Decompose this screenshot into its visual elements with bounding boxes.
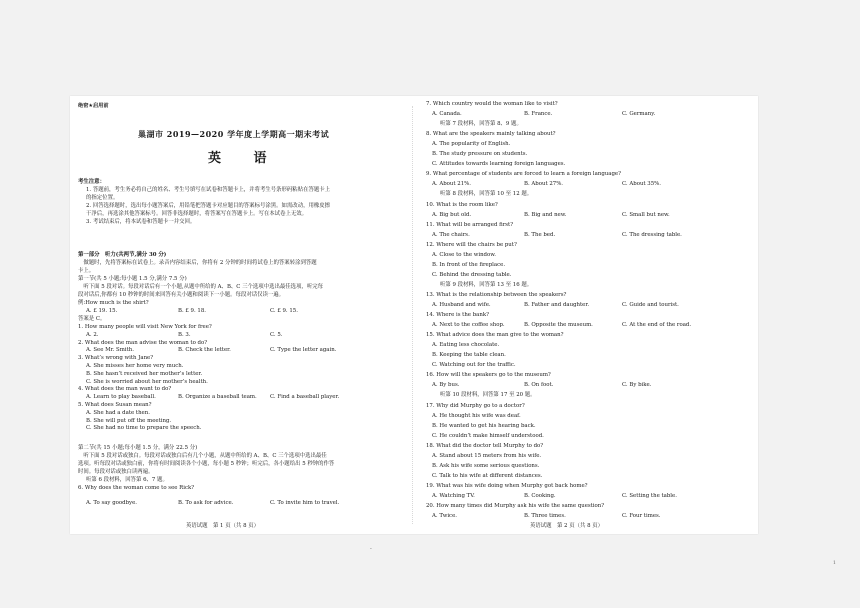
notes-line: 3. 考试结束后，将本试卷和答题卡一并交回。 <box>86 219 196 225</box>
question-item: 10. What is the room like? <box>426 201 498 208</box>
example-option: C. £ 9. 15. <box>270 308 298 314</box>
question-option: C. Find a baseball player. <box>270 394 340 401</box>
question-option: B. She hasn’t received her mother’s letter. <box>86 370 203 377</box>
question-option: A. The chairs. <box>432 231 470 238</box>
part1-heading: 第一部分 听力(共两节,满分 30 分) <box>78 252 167 258</box>
question-item: 13. What is the relationship between the speakers? <box>426 291 567 298</box>
question-option: A. Twice. <box>432 513 457 520</box>
question-option: A. Canada. <box>432 111 462 118</box>
example-question: 例:How much is the shirt? <box>78 300 149 306</box>
question-item: 14. Where is the bank? <box>426 312 490 319</box>
page-corner-number: 1 <box>832 560 836 566</box>
notes-line: 1. 答题前，考生务必将自己的姓名、考生号填写在试卷和答题卡上，并将考生号条形码粘贴在答题卡上 <box>86 187 331 193</box>
question-1: 1. How many people will visit New York for free? <box>78 324 212 330</box>
example-option: A. £ 19. 15. <box>86 308 118 314</box>
secret-label: 绝密★启用前 <box>78 103 109 109</box>
question-option: A. The popularity of English. <box>432 141 511 148</box>
question-option: B. Opposite the museum. <box>524 322 593 329</box>
page-footer-right: 英语试题 第 2 页（共 8 页） <box>530 523 604 529</box>
question-item: 17. Why did Murphy go to a doctor? <box>426 402 525 409</box>
question-option: C. He couldn’t make himself understood. <box>432 432 544 439</box>
question-option: A. Watching TV. <box>432 492 475 499</box>
section2-instructions: 选项。听每段对话或独白前，你将有时间阅读各个小题，每小题 5 秒钟；听完后，各小题给出 5 秒钟的作答 <box>78 461 335 467</box>
question-option: B. The bed. <box>524 231 556 238</box>
question-option: B. The study pressure on students. <box>432 151 528 158</box>
question-option: C. Guide and tourist. <box>622 302 679 308</box>
notes-heading: 考生注意： <box>78 179 105 185</box>
section1-heading: 第一节(共 5 小题;每小题 1.5 分,满分 7.5 分) <box>78 276 187 282</box>
question-option: B. 3. <box>178 331 191 338</box>
notes-line: 2. 回答选择题时，选出每小题答案后，用铅笔把答题卡对应题目的答案标号涂黑。如需改动，用橡皮擦 <box>86 203 331 209</box>
question-item: 7. Which country would the woman like to visit? <box>426 101 558 107</box>
question-option: A. Close to the window. <box>432 251 496 258</box>
question-option: B. She will put off the meeting. <box>86 417 172 424</box>
subject-title: 英 语 <box>208 151 281 166</box>
example-answer: 答案是 C。 <box>78 316 106 322</box>
part1-intro: 卡上。 <box>78 268 95 274</box>
question-option: A. She had a date then. <box>86 409 150 416</box>
question-6: 6. Why does the woman come to see Rick? <box>78 485 195 491</box>
question-option: A. Husband and wife. <box>432 302 491 308</box>
question-option: B. France. <box>524 111 553 118</box>
material-note: 听第 6 段材料，回答第 6、7 题。 <box>86 477 168 483</box>
question-option: A. She misses her home very much. <box>86 363 184 369</box>
question-option: A. He thought his wife was deaf. <box>432 412 521 419</box>
question-option: C. Talk to his wife at different distances. <box>432 472 543 479</box>
question-option: B. On foot. <box>524 382 554 389</box>
material-note: 听第 7 段材料，回答第 8、9 题。 <box>440 121 522 128</box>
question-3: 3. What’s wrong with Jane? <box>78 355 154 362</box>
section2-instructions: 听下面 5 段对话或独白。每段对话或独白后有几个小题，从题中所给的 A、B、C 三个选项中选出最佳 <box>78 453 327 459</box>
question-option: B. Three times. <box>524 513 566 520</box>
section2-instructions: 时间。每段对话或独白读两遍。 <box>78 469 154 475</box>
question-option: C. By bike. <box>622 382 652 389</box>
question-item: 9. What percentage of students are forced to learn a foreign language? <box>426 171 621 178</box>
page-divider <box>412 106 413 524</box>
question-item: 16. How will the speakers go to the museum? <box>426 372 551 379</box>
question-option: A. Eating less chocolate. <box>432 342 500 349</box>
question-option: B. Big and new. <box>524 211 567 218</box>
question-option: C. Germany. <box>622 111 656 118</box>
question-6-option: B. To ask for advice. <box>178 500 234 506</box>
material-note: 听第 10 段材料，回答第 17 至 20 题。 <box>440 392 536 399</box>
material-note: 听第 8 段材料，回答第 10 至 12 题。 <box>440 191 533 198</box>
question-6-option: C. To invite him to travel. <box>270 500 340 506</box>
part1-intro: 做题时，先将答案标在试卷上。录音内容结束后，你将有 2 分钟的时间将试卷上的答案转涂到答题 <box>78 260 317 266</box>
question-option: A. About 21%. <box>432 181 471 188</box>
material-note: 听第 9 段材料，回答第 13 至 16 题。 <box>440 281 533 288</box>
section1-instructions: 听下面 5 段对话。每段对话后有一个小题,从题中所给的 A、B、C 三个选项中选出最佳选项，听完每 <box>78 284 323 290</box>
question-option: B. In front of the fireplace. <box>432 261 506 268</box>
question-item: 12. Where will the chairs be put? <box>426 241 517 248</box>
notes-line: 的指定位置。 <box>86 195 119 201</box>
question-option: B. Father and daughter. <box>524 302 590 308</box>
question-option: C. Four times. <box>622 513 661 520</box>
question-6-option: A. To say goodbye. <box>86 500 137 506</box>
question-option: C. Small but new. <box>622 211 670 218</box>
question-option: C. The dressing table. <box>622 231 682 238</box>
question-option: C. 5. <box>270 331 283 338</box>
question-option: C. Attitudes towards learning foreign languages. <box>432 161 566 168</box>
page-footer-left: 英语试题 第 1 页（共 8 页） <box>186 523 260 529</box>
question-option: B. Ask his wife some serious questions. <box>432 462 540 469</box>
question-option: A. 2. <box>86 331 99 338</box>
question-item: 8. What are the speakers mainly talking about? <box>426 131 556 138</box>
question-option: B. Keeping the table clean. <box>432 352 506 359</box>
section2-heading: 第二节(共 15 小题;每小题 1.5 分，满分 22.5 分) <box>78 445 198 451</box>
question-item: 11. What will be arranged first? <box>426 221 514 228</box>
example-option: B. £ 9. 18. <box>178 308 206 314</box>
question-option: A. Stand about 15 meters from his wife. <box>432 452 542 459</box>
question-5: 5. What does Susan mean? <box>78 402 152 408</box>
question-option: B. About 27%. <box>524 181 564 188</box>
question-option: B. He wanted to get his hearing back. <box>432 422 536 429</box>
notes-line: 干净后，再选涂其他答案标号。回答非选择题时，将答案写在答题卡上。写在本试卷上无效。 <box>86 211 308 217</box>
question-item: 18. What did the doctor tell Murphy to do? <box>426 442 544 449</box>
question-option: A. See Mr. Smith. <box>86 347 134 354</box>
question-option: B. Organize a baseball team. <box>178 394 257 401</box>
question-option: A. Learn to play baseball. <box>86 394 156 401</box>
exam-title: 巢湖市 2019—2020 学年度上学期高一期末考试 <box>138 129 330 139</box>
question-option: C. She is worried about her mother’s health. <box>86 378 208 385</box>
question-item: 19. What was his wife doing when Murphy got back home? <box>426 482 588 489</box>
section1-instructions: 段对话后,你都有 10 秒钟的时间来回答有关小题和阅读下一小题。每段对话仅读一遍。 <box>78 292 285 298</box>
question-option: C. Watching out for the traffic. <box>432 362 516 369</box>
question-option: C. Behind the dressing table. <box>432 271 512 278</box>
question-option: C. She had no time to prepare the speech. <box>86 425 202 432</box>
question-option: C. Setting the table. <box>622 492 677 499</box>
exam-sheet <box>70 96 758 534</box>
question-item: 15. What advice does the man give to the woman? <box>426 332 564 339</box>
question-2: 2. What does the man advise the woman to do? <box>78 339 208 346</box>
question-4: 4. What does the man want to do? <box>78 386 172 393</box>
question-option: C. About 35%. <box>622 181 661 188</box>
question-option: A. Big but old. <box>432 211 472 218</box>
question-option: C. Type the letter again. <box>270 347 337 354</box>
question-option: C. At the end of the road. <box>622 322 692 329</box>
question-option: A. Next to the coffee shop. <box>432 322 505 329</box>
question-option: A. By bus. <box>432 382 460 389</box>
scan-mark: · <box>370 546 372 553</box>
question-option: B. Cooking. <box>524 492 556 499</box>
question-option: B. Check the letter. <box>178 347 231 354</box>
question-item: 20. How many times did Murphy ask his wife the same question? <box>426 503 605 509</box>
